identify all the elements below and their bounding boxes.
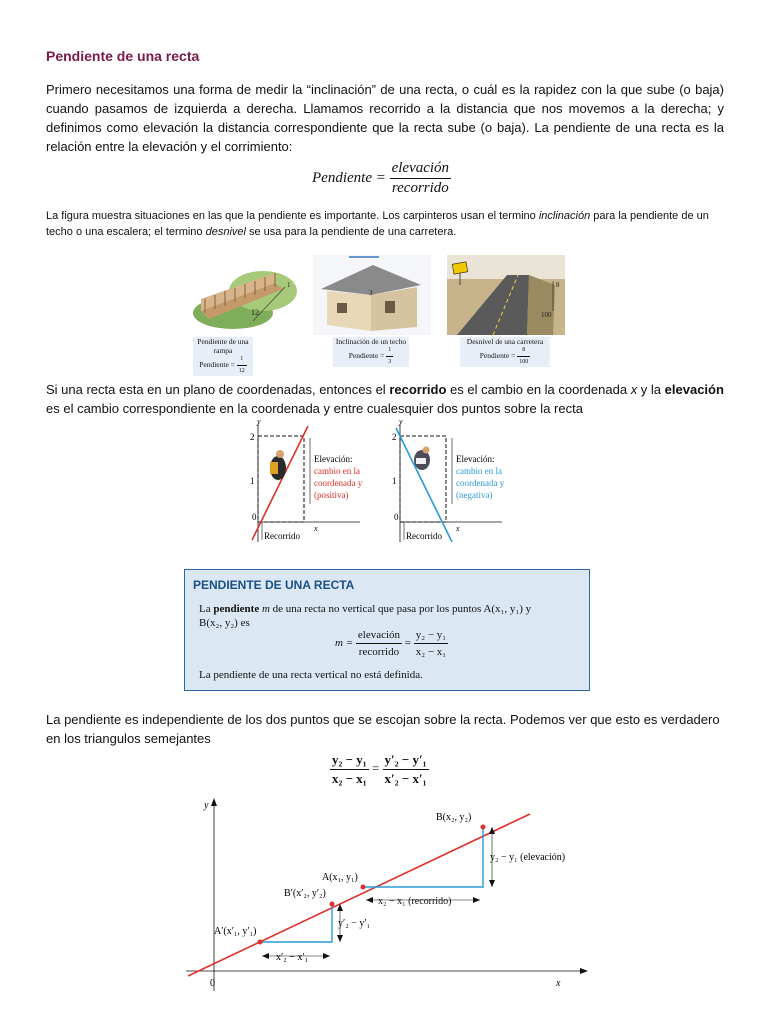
y-axis-label: y (257, 418, 261, 426)
roof-photo (313, 255, 431, 335)
formula-fraction (390, 160, 451, 197)
y-axis-label: y (399, 418, 403, 426)
run-prime-label: x′₂ − x′₁ (276, 952, 308, 963)
positive-line (252, 426, 308, 540)
point-A-label: A(x₁, y₁) (322, 872, 358, 883)
negative-line (396, 428, 452, 542)
similar-triangles-formula: $\frac{\text{y₂ − y₁}}{\text{x₂ − x₁}}$ = $\frac{\text{y′₂ − y′₁}}{\text{x′₂ − x′₁}}$ (332, 752, 427, 786)
definition-formula: m = $\frac{\text{elevación}}{\text{recorrido}}$ = $\frac{\text{y₂ − y₁}}{\text{x₂ − x₁}}$ (335, 629, 447, 658)
point-Ap-label: A′(x′₁, y′₁) (214, 926, 257, 937)
run-label: Recorrido (264, 531, 300, 541)
rise-line-1: cambio en la (456, 466, 502, 476)
tick-1: 1 (250, 476, 255, 486)
rise-line-2: coordenada y (456, 478, 505, 488)
roof-illustration (313, 255, 431, 335)
ramp-photo (193, 255, 297, 335)
negative-slope-graph (382, 418, 522, 542)
rise-label: y₂ − y₁ (elevación) (490, 852, 566, 863)
intro-paragraph: Primero necesitamos una forma de medir la “inclinación” de una recta, o cuál es la rapidez con la que sube (o baja) cuando pasamos de izquierda a derecha. Llamamos recorrido a la distancia que nos movemos a la derecha; y definimos como elevación la distancia correspondiente que la recta sube (o baja). La pendiente de una recta es la relación entre la elevación y el corrimiento: (46, 82, 724, 154)
point-Bp-label: B′(x′₂, y′₂) (284, 888, 326, 899)
rise-title: Elevación: (314, 454, 353, 464)
section-title: Pendiente de una recta (46, 48, 200, 64)
climber-figure (270, 450, 286, 480)
rise-line-2: coordenada y (314, 478, 363, 488)
definition-note: La pendiente de una recta vertical no está definida. (199, 669, 423, 681)
ramp-rise-label: 1 (287, 281, 291, 289)
red-line (188, 814, 530, 976)
formula-lhs: Pendiente = (312, 169, 386, 186)
x-axis-label: x (456, 524, 460, 533)
formula-numerator: elevación (390, 160, 451, 179)
road-run-label: 100 (541, 311, 552, 319)
run-label: x₂ − x₁ (recorrido) (378, 896, 452, 907)
point-B-label: B(x₂, y₂) (436, 812, 472, 823)
rise-line-1: cambio en la (314, 466, 360, 476)
slope-formula (312, 160, 451, 197)
independence-paragraph: La pendiente es independiente de los dos puntos que se escojan sobre la recta. Podemos ver que esto es verdadero en los triangulos semejantes (46, 712, 720, 746)
road-photo (447, 255, 565, 335)
rise-title: Elevación: (456, 454, 495, 464)
road-illustration (447, 255, 565, 335)
tick-0: 0 (394, 512, 399, 522)
rise-line-3: (negativa) (456, 490, 493, 500)
tick-0: 0 (252, 512, 257, 522)
large-triangle (363, 827, 483, 887)
ramp-caption: Pendiente de una rampa Pendiente = $\frac{1}{12}$ (193, 337, 253, 376)
tick-1: 1 (392, 476, 397, 486)
ramp-run-label: 12 (251, 308, 259, 317)
coordinate-paragraph: Si una recta esta en un plano de coordenadas, entonces el recorrido es el cambio en la coordenada x y la elevación es el cambio correspondiente en la coordenada y entre cualesquier dos puntos sobre la recta (46, 382, 724, 416)
run-label: Recorrido (406, 531, 442, 541)
origin-label: 0 (210, 978, 215, 989)
x-axis-label: x (314, 524, 318, 533)
positive-slope-graph (240, 418, 380, 542)
road-caption: Desnivel de una carretera Pendiente = $\frac{8}{100}$ (460, 337, 550, 367)
figure-paragraph: La figura muestra situaciones en las que la pendiente es importante. Los carpinteros usan el termino inclinación para la pendiente de un techo o una escalera; el termino desnivel se usa para la pendiente de una carretera. (46, 210, 709, 238)
skier-figure (414, 447, 430, 471)
similar-triangles-graph (184, 796, 594, 996)
roof-run-label: 3 (369, 289, 373, 297)
ramp-illustration (193, 255, 297, 335)
y-axis-label: y (204, 800, 209, 811)
definition-box (184, 569, 590, 691)
definition-text: La pendiente m de una recta no vertical que pasa por los puntos A(x₁, y₁) y B(x₂, y₂) es (199, 603, 532, 629)
x-axis-label: x (556, 978, 561, 989)
tick-2: 2 (250, 432, 255, 442)
road-rise-label: 8 (556, 281, 560, 289)
definition-title: PENDIENTE DE UNA RECTA (193, 578, 355, 592)
roof-caption: Inclinación de un techo Pendiente = $\frac{1}{3}$ (333, 337, 409, 367)
rise-line-3: (positiva) (314, 490, 349, 500)
rise-prime-label: y′₂ − y′₁ (338, 918, 370, 929)
tick-2: 2 (392, 432, 397, 442)
formula-denominator: recorrido (391, 180, 449, 196)
